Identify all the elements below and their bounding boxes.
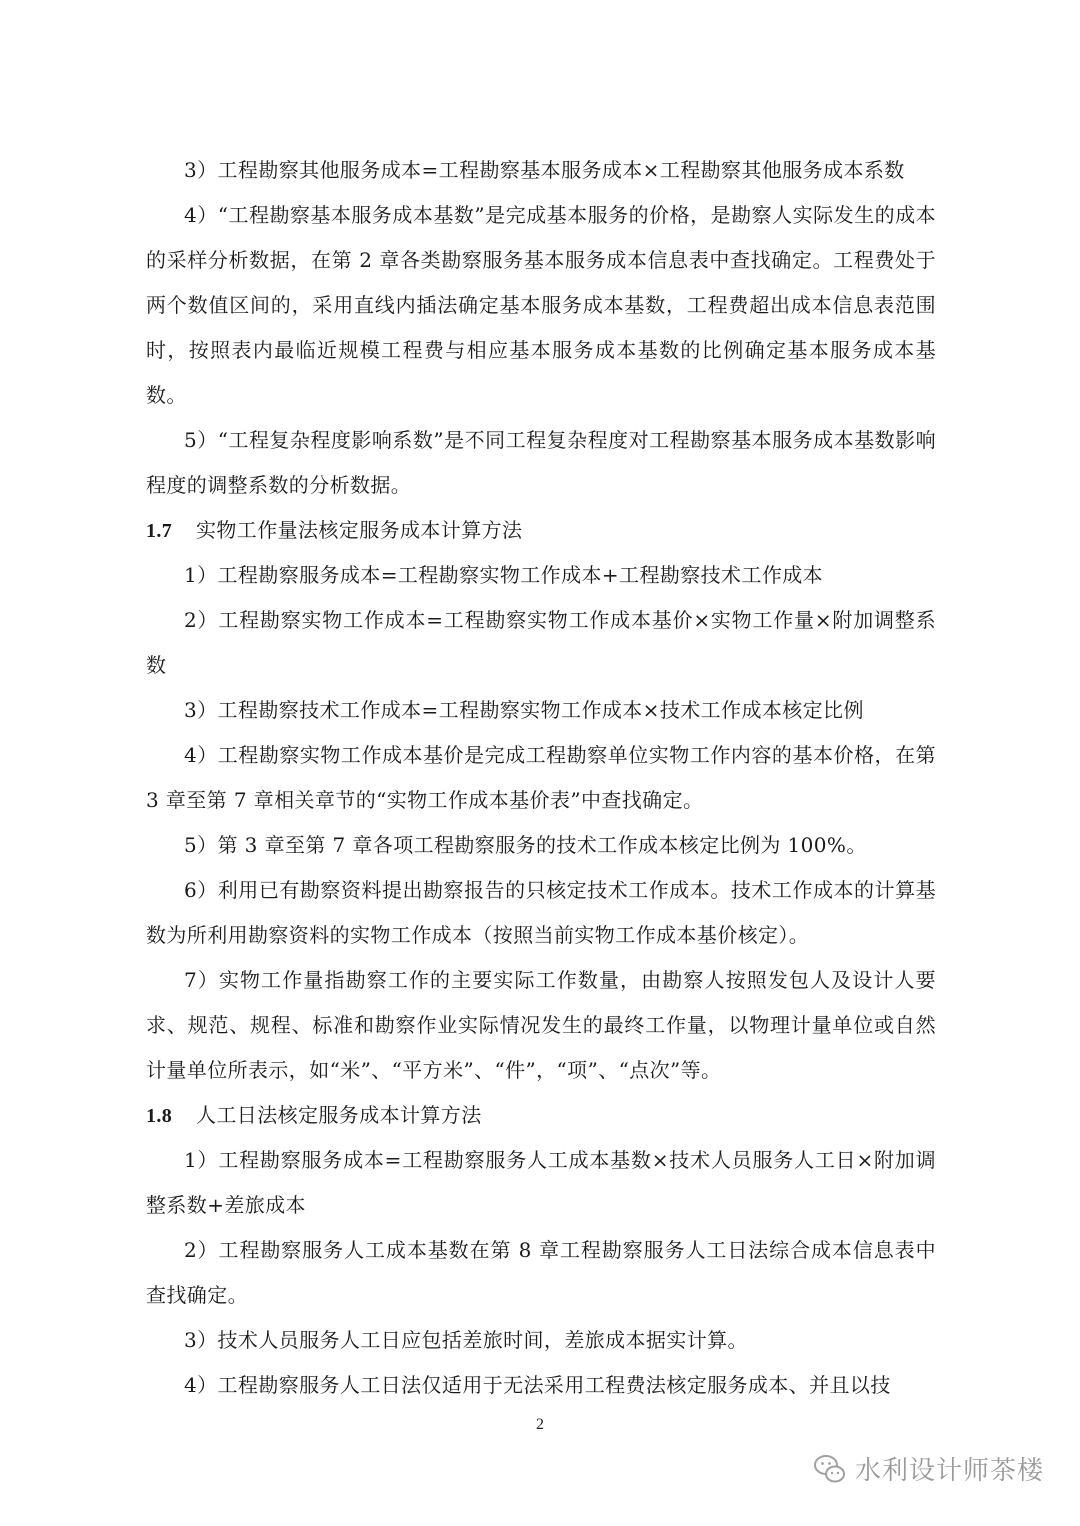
paragraph: 3）工程勘察其他服务成本=工程勘察基本服务成本×工程勘察其他服务成本系数 (184, 158, 905, 182)
section-heading-1-8 (146, 1093, 936, 1139)
wechat-icon (813, 1452, 847, 1486)
list-item: 5）第 3 章至第 7 章各项工程勘察服务的技术工作成本核定比例为 100%。 (184, 833, 867, 857)
list-item: 3）工程勘察技术工作成本=工程勘察实物工作成本×技术工作成本核定比例 (184, 698, 864, 722)
list-item: 7）实物工作量指勘察工作的主要实际工作数量，由勘察人按照发包人及设计人要求、规范、规程、标准和勘察作业实际情况发生的最终工作量，以物理计量单位或自然计量单位所表示，如“米”、“平方米”、“件”，“项”、“点次”等。 (146, 968, 936, 1082)
list-item: 2）工程勘察服务人工成本基数在第 8 章工程勘察服务人工日法综合成本信息表中查找确定。 (146, 1238, 936, 1307)
list-item: 6）利用已有勘察资料提出勘察报告的只核定技术工作成本。技术工作成本的计算基数为所利用勘察资料的实物工作成本（按照当前实物工作成本基价核定）。 (146, 878, 936, 947)
section-number: 1.8 (146, 1105, 173, 1127)
section-number: 1.7 (146, 520, 173, 542)
list-item: 4）工程勘察服务人工日法仅适用于无法采用工程费法核定服务成本、并且以技 (184, 1373, 891, 1397)
list-item: 4）工程勘察实物工作成本基价是完成工程勘察单位实物工作内容的基本价格，在第 3 章至第 7 章相关章节的“实物工作成本基价表”中查找确定。 (146, 743, 936, 812)
page-number: 2 (536, 1416, 544, 1433)
watermark-text: 水利设计师茶楼 (854, 1456, 1044, 1486)
list-item: 1）工程勘察服务成本=工程勘察实物工作成本+工程勘察技术工作成本 (184, 563, 824, 587)
section-title: 实物工作量法核定服务成本计算方法 (196, 518, 523, 542)
paragraph: 4）“工程勘察基本服务成本基数”是完成基本服务的价格，是勘察人实际发生的成本的采样分析数据，在第 2 章各类勘察服务基本服务成本信息表中查找确定。工程费处于两个数值区间的，采用直线内插法确定基本服务成本基数，工程费超出成本信息表范围时，按照表内最临近规模工程费与相应基本服务成本基数的比例确定基本服务成本基数。 (146, 203, 936, 407)
list-item: 1）工程勘察服务成本=工程勘察服务人工成本基数×技术人员服务人工日×附加调整系数+差旅成本 (146, 1148, 936, 1217)
section-heading-1-7 (146, 508, 936, 554)
paragraph: 5）“工程复杂程度影响系数”是不同工程复杂程度对工程勘察基本服务成本基数影响程度的调整系数的分析数据。 (146, 428, 936, 497)
section-title: 人工日法核定服务成本计算方法 (196, 1103, 482, 1127)
list-item: 2）工程勘察实物工作成本=工程勘察实物工作成本基价×实物工作量×附加调整系数 (146, 608, 936, 677)
list-item: 3）技术人员服务人工日应包括差旅时间，差旅成本据实计算。 (184, 1328, 748, 1352)
watermark (813, 1450, 1044, 1487)
